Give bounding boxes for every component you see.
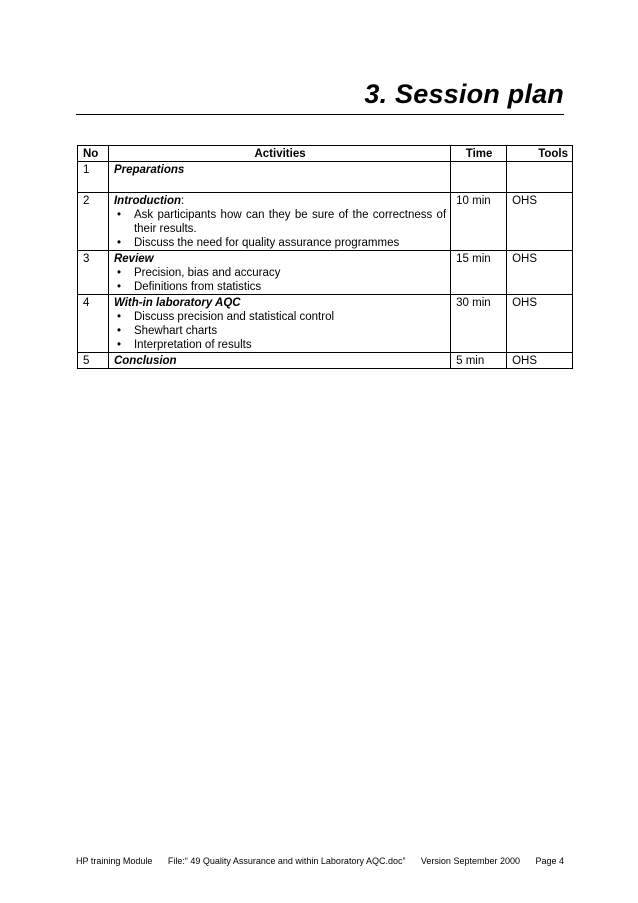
- table-row: [78, 193, 573, 251]
- activity-cell: [108, 295, 450, 353]
- header-tools: Tools: [507, 146, 573, 162]
- list-item: • Discuss the need for quality assurance programmes: [114, 236, 446, 250]
- row-number: 2: [78, 193, 109, 251]
- activity-name: Conclusion: [113, 355, 177, 367]
- section-title: 3. Session plan: [364, 79, 564, 109]
- list-item: • Interpretation of results: [114, 338, 446, 352]
- row-time: 15 min: [451, 251, 507, 295]
- activity-cell: [108, 162, 450, 193]
- header-activities: Activities: [108, 146, 450, 162]
- row-time: 30 min: [451, 295, 507, 353]
- list-item: • Ask participants how can they be sure of the correctness of their results.: [114, 208, 446, 236]
- list-item: • Discuss precision and statistical control: [114, 310, 446, 324]
- row-tools: OHS: [507, 251, 573, 295]
- session-plan-table: [77, 145, 573, 369]
- footer-page-number: Page 4: [535, 856, 564, 866]
- row-number: 4: [78, 295, 109, 353]
- page-footer: [76, 856, 564, 867]
- row-number: 1: [78, 162, 109, 193]
- row-number: 5: [78, 353, 109, 369]
- header-no: No: [78, 146, 109, 162]
- row-time: 10 min: [451, 193, 507, 251]
- activity-cell: [108, 193, 450, 251]
- row-time: [451, 162, 507, 193]
- table-row: [78, 295, 573, 353]
- activity-bullet-list: [114, 266, 446, 294]
- row-time: 5 min: [451, 353, 507, 369]
- list-item: • Shewhart charts: [114, 324, 446, 338]
- table-header-row: [78, 146, 573, 162]
- footer-file: File:“ 49 Quality Assurance and within Laboratory AQC.doc”: [167, 856, 406, 866]
- activity-name: Preparations: [113, 164, 185, 176]
- table-row: [78, 162, 573, 193]
- row-tools: OHS: [507, 353, 573, 369]
- footer-module: HP training Module: [76, 856, 153, 866]
- title-underline: [76, 114, 564, 115]
- activity-name-suffix: :: [181, 195, 185, 207]
- table-row: [78, 353, 573, 369]
- list-item: • Precision, bias and accuracy: [114, 266, 446, 280]
- activity-name: With-in laboratory AQC: [113, 297, 241, 309]
- row-tools: OHS: [507, 295, 573, 353]
- row-number: 3: [78, 251, 109, 295]
- row-tools: OHS: [507, 193, 573, 251]
- activity-name: Introduction: [113, 195, 182, 207]
- list-item: • Definitions from statistics: [114, 280, 446, 294]
- table-row: [78, 251, 573, 295]
- row-tools: [507, 162, 573, 193]
- activity-cell: [108, 251, 450, 295]
- activity-name: Review: [113, 253, 154, 265]
- activity-cell: [108, 353, 450, 369]
- header-time: Time: [451, 146, 507, 162]
- footer-version: Version September 2000: [420, 856, 520, 866]
- activity-bullet-list: [114, 208, 446, 250]
- activity-bullet-list: [114, 310, 446, 352]
